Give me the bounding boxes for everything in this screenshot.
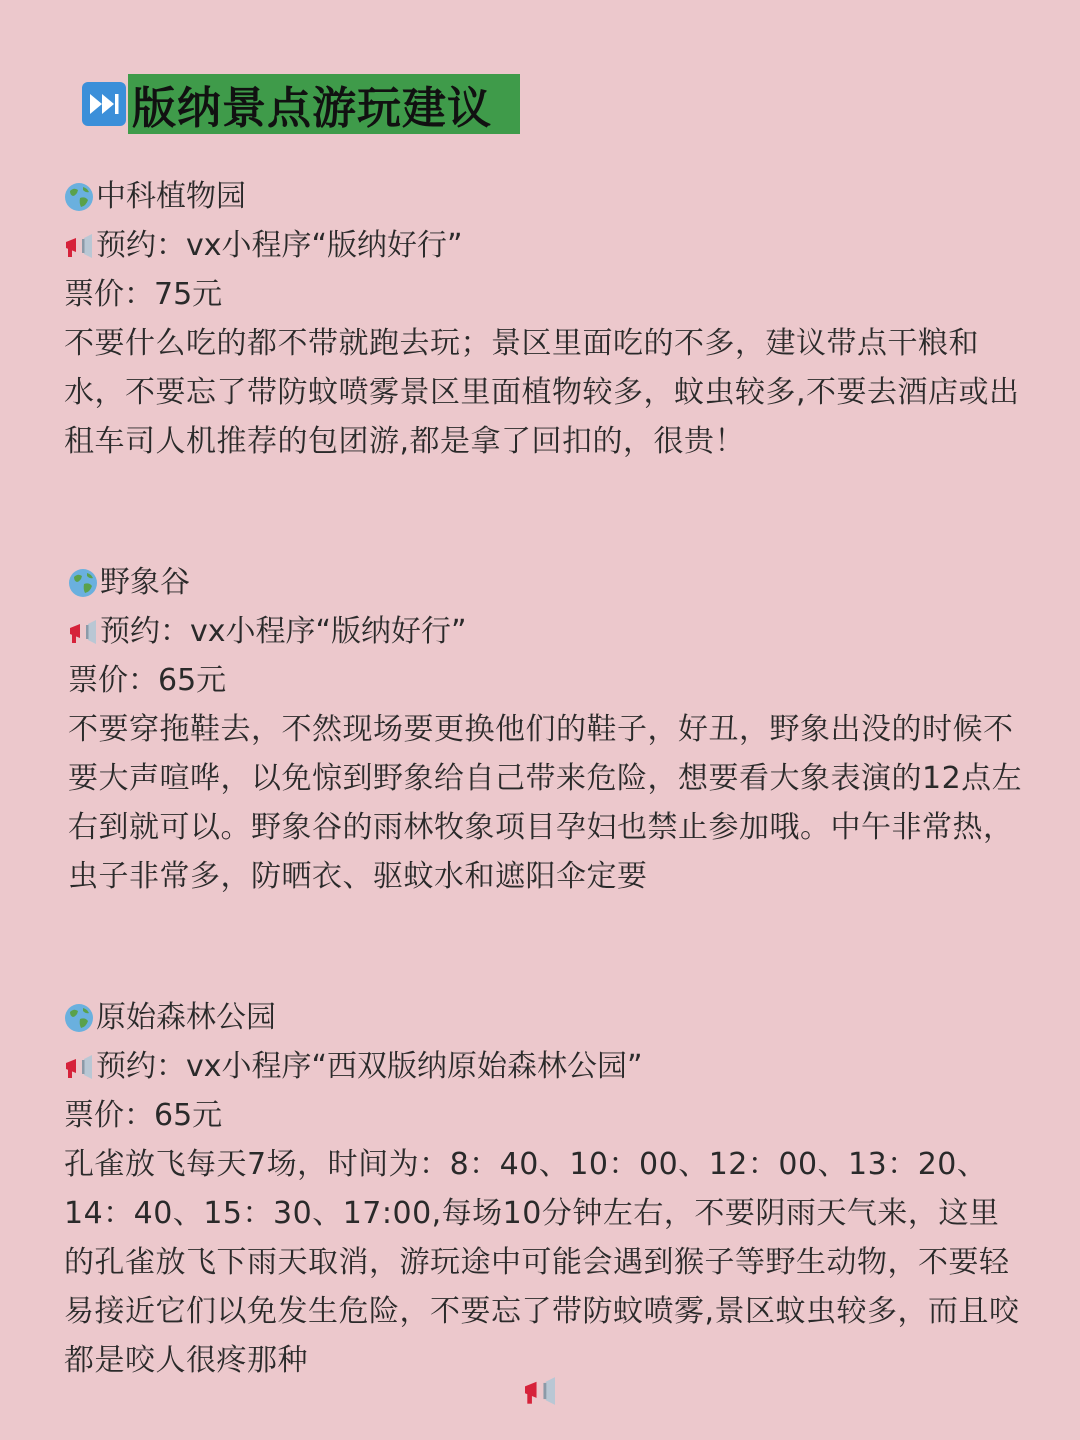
attraction-name: 野象谷 <box>100 565 190 600</box>
reserve-text: 预约：vx小程序“西双版纳原始森林公园” <box>96 1049 643 1084</box>
price-text: 票价：65元 <box>68 663 227 698</box>
reserve-line <box>68 607 1028 656</box>
price-text: 票价：75元 <box>64 277 223 312</box>
attraction-name-line <box>68 558 1028 607</box>
title-highlight <box>128 74 520 134</box>
globe-icon <box>64 1003 94 1033</box>
attraction-name: 中科植物园 <box>96 179 246 214</box>
attraction-section <box>64 993 1024 1385</box>
reserve-text: 预约：vx小程序“版纳好行” <box>100 614 467 649</box>
reserve-line <box>64 221 1024 270</box>
price-text: 票价：65元 <box>64 1098 223 1133</box>
megaphone-icon <box>64 1054 94 1080</box>
megaphone-icon <box>64 233 94 259</box>
reserve-line <box>64 1042 1024 1091</box>
title-text: 版纳景点游玩建议 <box>132 83 492 134</box>
fast-forward-icon <box>82 82 126 126</box>
attraction-name-line <box>64 993 1024 1042</box>
reserve-text: 预约：vx小程序“版纳好行” <box>96 228 463 263</box>
megaphone-icon <box>522 1376 558 1406</box>
globe-icon <box>64 182 94 212</box>
attraction-name: 原始森林公园 <box>96 1000 276 1035</box>
globe-icon <box>68 568 98 598</box>
attraction-section <box>68 558 1028 901</box>
description-text: 不要穿拖鞋去，不然现场要更换他们的鞋子，好丑，野象出没的时候不要大声喧哗，以免惊到野象给自己带来危险，想要看大象表演的12点左右到就可以。野象谷的雨林牧象项目孕妇也禁止参加哦。中午非常热，虫子非常多，防晒衣、驱蚊水和遮阳伞定要 <box>68 712 1023 894</box>
attraction-section <box>64 172 1024 466</box>
description-text: 孔雀放飞每天7场，时间为：8：40、10：00、12：00、13：20、14：40、15：30、17:00,每场10分钟左右，不要阴雨天气来，这里的孔雀放飞下雨天取消，游玩途中可能会遇到猴子等野生动物，不要轻易接近它们以免发生危险，不要忘了带防蚊喷雾,景区蚊虫较多，而且咬都是咬人很疼那种 <box>64 1147 1020 1378</box>
description-text: 不要什么吃的都不带就跑去玩；景区里面吃的不多，建议带点干粮和水，不要忘了带防蚊喷雾景区里面植物较多，蚊虫较多,不要去酒店或出租车司人机推荐的包团游,都是拿了回扣的，很贵！ <box>64 326 1020 459</box>
page-title <box>82 74 520 134</box>
megaphone-icon <box>68 619 98 645</box>
attraction-name-line <box>64 172 1024 221</box>
